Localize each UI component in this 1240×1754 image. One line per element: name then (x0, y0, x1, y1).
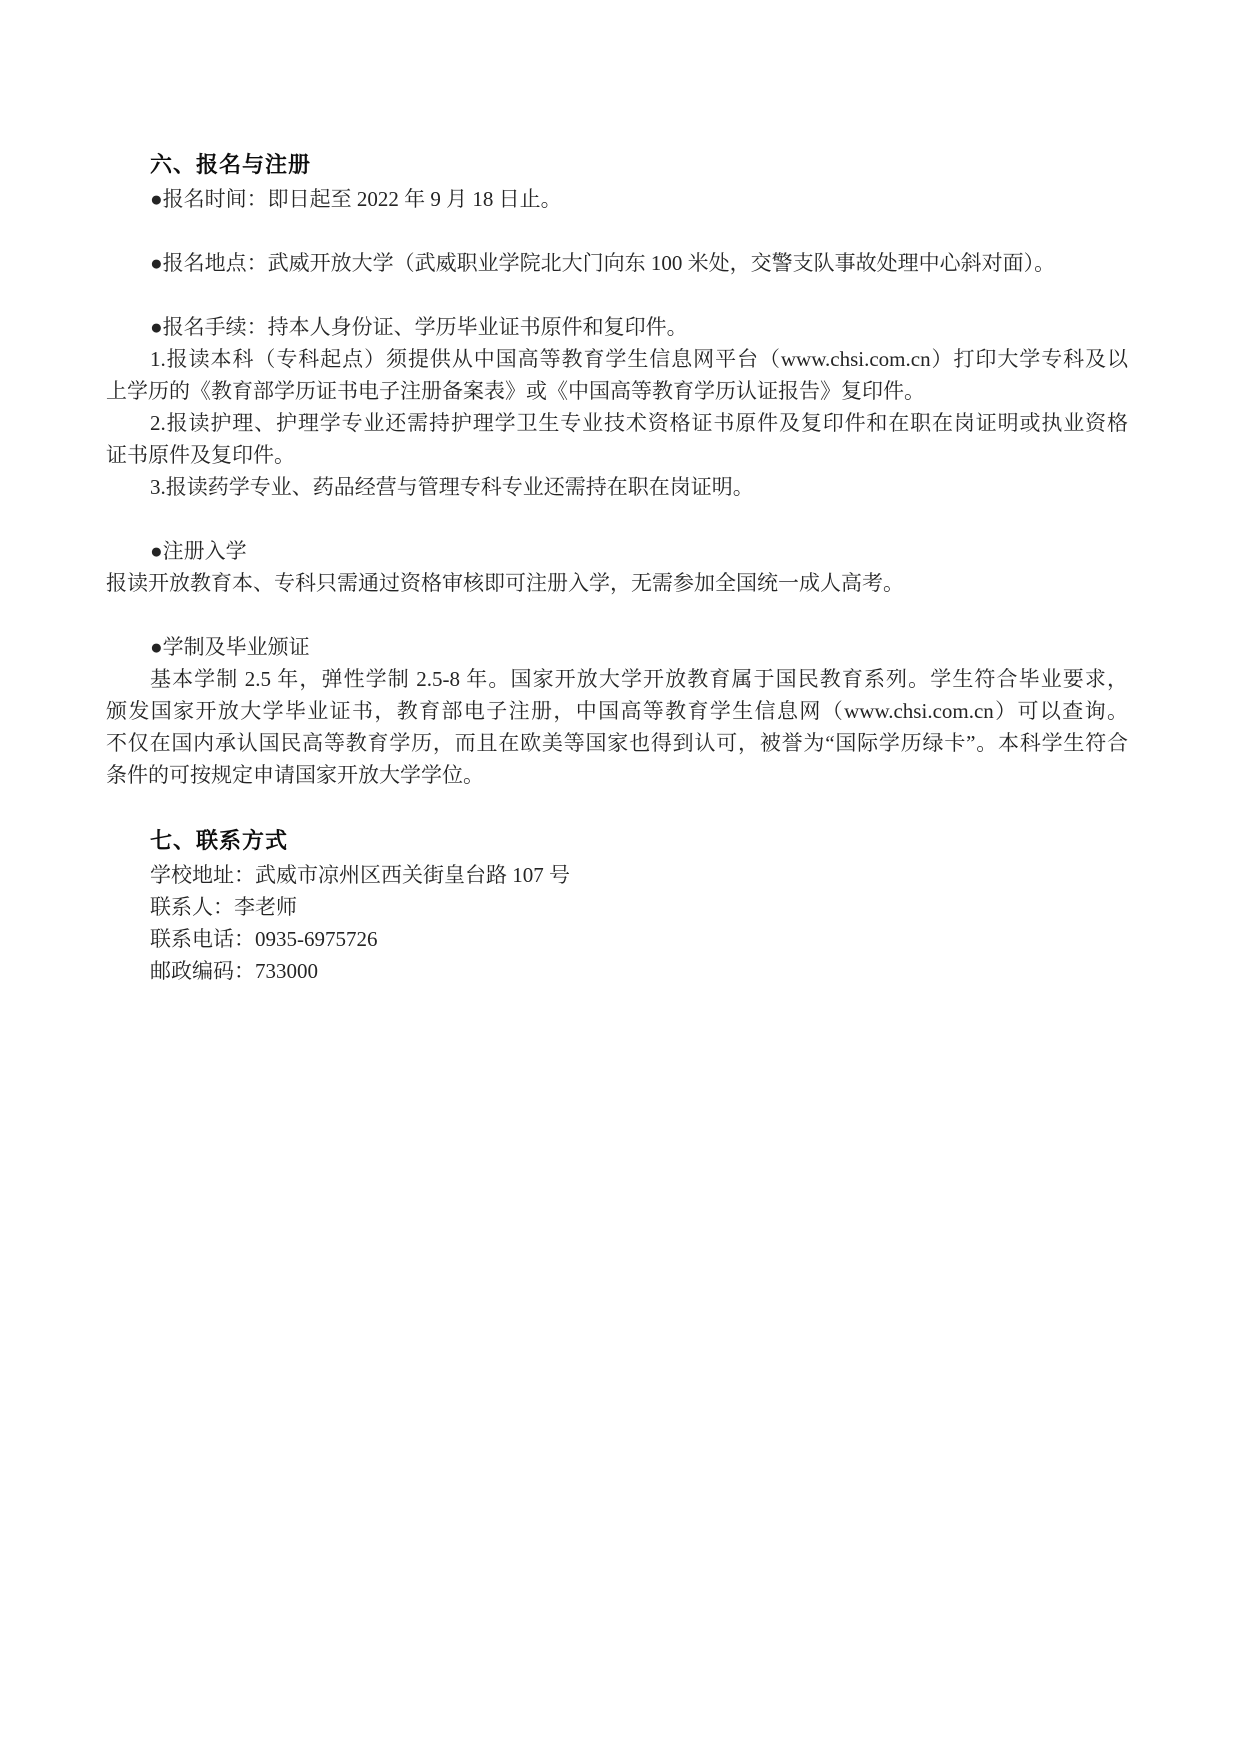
contact-person-label: 联系人： (150, 895, 234, 919)
contact-phone-label: 联系电话： (150, 927, 255, 951)
contact-address-label: 学校地址： (150, 863, 255, 887)
section-heading-contact: 七、联系方式 (150, 828, 289, 853)
duration-text-line-4: 条件的可按规定申请国家开放大学学位。 (106, 763, 484, 787)
contact-postcode-label: 邮政编码： (150, 959, 255, 983)
contact-person-value: 李老师 (234, 895, 297, 919)
blank-line (106, 279, 1128, 311)
blank-line (106, 791, 1128, 823)
procedure-item-2-line-2: 证书原件及复印件。 (106, 443, 295, 467)
contact-address-line (106, 859, 1128, 891)
blank-line (106, 215, 1128, 247)
contact-postcode-value: 733000 (255, 959, 318, 983)
blank-line (106, 503, 1128, 535)
procedure-item-2-line-1: 2.报读护理、护理学专业还需持护理学卫生专业技术资格证书原件及复印件和在职在岗证明或执业资格 (150, 411, 1128, 435)
procedure-item-1-line-1: 1.报读本科（专科起点）须提供从中国高等教育学生信息网平台（www.chsi.com.cn）打印大学专科及以 (150, 347, 1128, 371)
contact-person-line (106, 891, 1128, 923)
contact-phone-value: 0935-6975726 (255, 927, 378, 951)
section-heading-enrollment: 六、报名与注册 (150, 152, 312, 177)
enrollment-location-line: ●报名地点：武威开放大学（武威职业学院北大门向东 100 米处，交警支队事故处理中心斜对面）。 (150, 251, 1056, 275)
duration-text-line-2: 颁发国家开放大学毕业证书，教育部电子注册，中国高等教育学生信息网（www.chsi.com.cn）可以查询。 (106, 699, 1128, 723)
procedure-item-3-line: 3.报读药学专业、药品经营与管理专科专业还需持在职在岗证明。 (150, 475, 754, 499)
contact-address-value: 武威市凉州区西关街皇台路 107 号 (255, 863, 570, 887)
duration-subheading: ●学制及毕业颁证 (150, 635, 310, 659)
registration-subheading: ●注册入学 (150, 539, 247, 563)
registration-text-line: 报读开放教育本、专科只需通过资格审核即可注册入学，无需参加全国统一成人高考。 (106, 571, 904, 595)
enrollment-time-line: ●报名时间：即日起至 2022 年 9 月 18 日止。 (150, 187, 562, 211)
duration-text-line-3: 不仅在国内承认国民高等教育学历，而且在欧美等国家也得到认可，被誉为“国际学历绿卡”。本科学生符合 (106, 731, 1128, 755)
enrollment-procedure-line: ●报名手续：持本人身份证、学历毕业证书原件和复印件。 (150, 315, 688, 339)
duration-text-line-1: 基本学制 2.5 年，弹性学制 2.5-8 年。国家开放大学开放教育属于国民教育系列。学生符合毕业要求， (150, 667, 1128, 691)
contact-phone-line (106, 923, 1128, 955)
procedure-item-1-line-2: 上学历的《教育部学历证书电子注册备案表》或《中国高等教育学历认证报告》复印件。 (106, 379, 925, 403)
contact-postcode-line (106, 955, 1128, 987)
blank-line (106, 599, 1128, 631)
